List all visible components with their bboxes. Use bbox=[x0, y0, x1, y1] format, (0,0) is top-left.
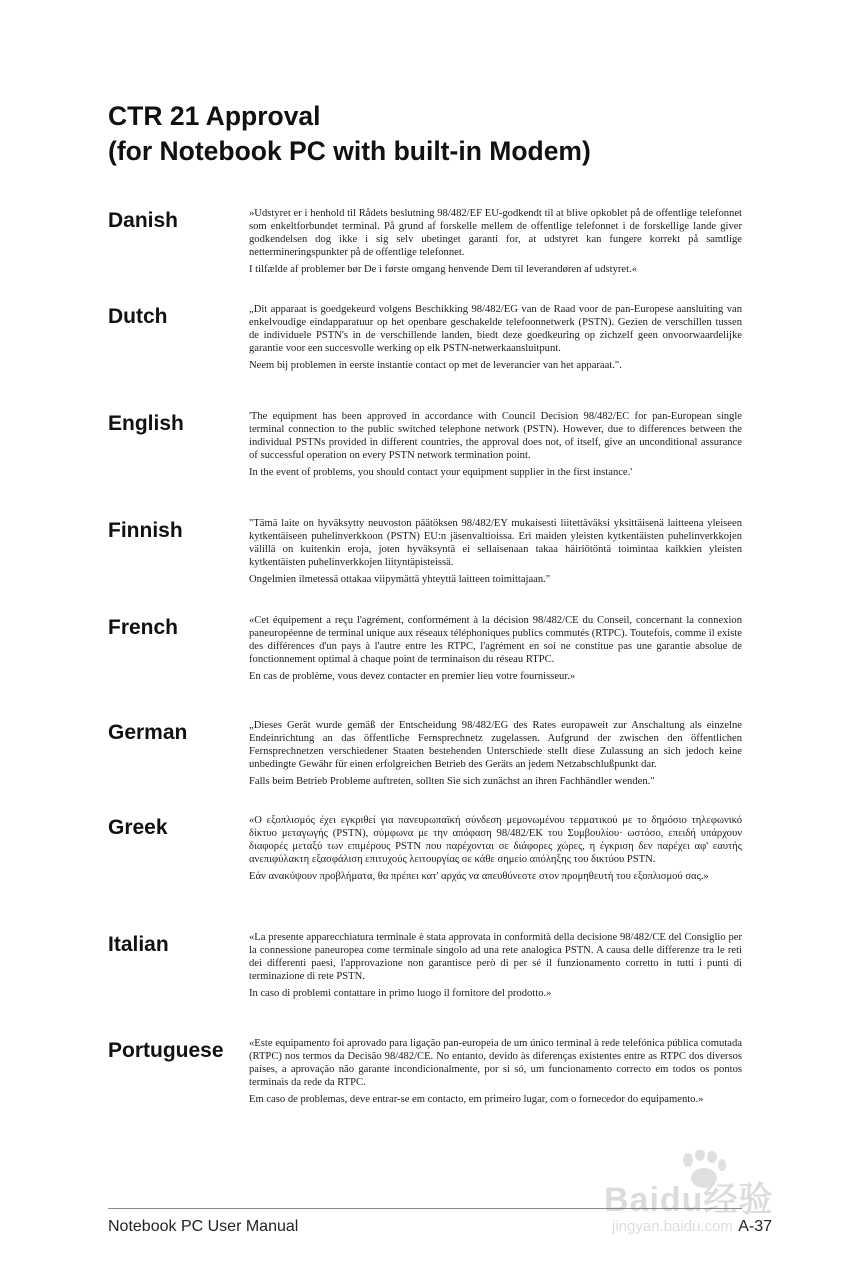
language-heading: Finnish bbox=[108, 519, 183, 542]
statement-paragraph: «Cet équipement a reçu l'agrément, conformément à la décision 98/482/CE du Conseil, concernant la connexion paneuropéenne de terminal unique aux réseaux téléphoniques publics commutés (RTPC). Toutefois, comme il existe des différences d'un pays à l'autre entre les RTPC, l'agrément en soi ne constitue pas une garantie absolue de fonctionnement optimal à chaque point de terminaison du réseau RTPC. bbox=[249, 615, 742, 665]
baidu-watermark bbox=[604, 1150, 804, 1240]
statement-paragraph: I tilfælde af problemer bør De i første omgang henvende Dem til leverandøren af udstyret.« bbox=[249, 263, 638, 275]
statement-body bbox=[249, 304, 742, 377]
language-heading: Danish bbox=[108, 209, 179, 232]
statement-paragraph: 'The equipment has been approved in accordance with Council Decision 98/482/EC for pan-European single terminal connection to the public switched telephone network (PSTN). However, due to differences between the individual PSTNs provided in different countries, the approval does not, of itself, give an unconditional assurance of successful operation on every PSTN network termination point. bbox=[249, 411, 742, 461]
page-title-line-2: (for Notebook PC with built-in Modem) bbox=[108, 136, 591, 166]
language-heading: Portuguese bbox=[108, 1039, 224, 1062]
statement-paragraph: In caso di problemi contattare in primo luogo il fornitore del prodotto.» bbox=[249, 987, 552, 999]
statement-body bbox=[249, 208, 742, 281]
statement-paragraph: "Tämä laite on hyväksytty neuvoston päätöksen 98/482/EY mukaisesti liitettäväksi yksittäisenä laitteena yleiseen kytkentäiseen puhelinverkkoon (PSTN) EU:n jäsenvaltioissa. Eri maiden yleisten kytkentäisten puhelinverkkojen välillä on kuitenkin eroja, joten hyväksyntä ei sellaisenaan takaa häiriötöntä toimintaa kaikkien yleisten kytkentäisten puhelinverkkojen liityntäpisteissä. bbox=[249, 518, 742, 568]
statement-paragraph: »Udstyret er i henhold til Rådets beslutning 98/482/EF EU-godkendt til at blive opkoblet på de offentlige telefonnet som enkeltforbundet terminal. På grund af forskelle mellem de offentlige telefonnet i de forskellige lande giver godkendelsen dog ikke i sig selv ubetinget garanti for, at udstyret kan fungere korrekt på samtlige nettermineringspunkter på de offentlige telefonnet. bbox=[249, 208, 742, 258]
language-heading: Greek bbox=[108, 816, 168, 839]
statement-paragraph: Ongelmien ilmetessä ottakaa viipymättä yhteyttä laitteen toimittajaan." bbox=[249, 573, 551, 585]
statement-paragraph: En cas de problème, vous devez contacter en premier lieu votre fournisseur.» bbox=[249, 670, 576, 682]
page-title bbox=[108, 99, 591, 169]
statement-paragraph: Falls beim Betrieb Probleme auftreten, sollten Sie sich zunächst an ihren Fachhändler wenden." bbox=[249, 775, 655, 787]
paw-icon bbox=[676, 1150, 732, 1190]
statement-paragraph: In the event of problems, you should contact your equipment supplier in the first instance.' bbox=[249, 466, 633, 478]
statement-paragraph: Neem bij problemen in eerste instantie contact op met de leverancier van het apparaat.". bbox=[249, 359, 622, 371]
statement-paragraph: „Dieses Gerät wurde gemäß der Entscheidung 98/482/EG des Rates europaweit zur Anschaltung als einzelne Endeinrichtung an das öffentliche Fernsprechnetz zugelassen. Aufgrund der zwischen den öffentlichen Fernsprechnetzen verschiedener Staaten bestehenden Unterschiede stellt diese Zulassung an sich jedoch keine unbedingte Gewähr für einen erfolgreichen Betrieb des Geräts an jedem Netzabschlußpunkt dar. bbox=[249, 720, 742, 770]
language-heading: Italian bbox=[108, 933, 169, 956]
statement-paragraph: «La presente apparecchiatura terminale è stata approvata in conformità della decisione 98/482/CE del Consiglio per la connessione paneuropea come terminale singolo ad una rete analogica PSTN. A causa delle differenze tra le reti dei differenti paesi, l'approvazione non garantisce però di per sé il funzionamento corretto in tutti i punti di terminazione di rete PSTN. bbox=[249, 932, 742, 982]
statement-paragraph: „Dit apparaat is goedgekeurd volgens Beschikking 98/482/EG van de Raad voor de pan-Europese aansluiting van enkelvoudige eindapparatuur op het openbare geschakelde telefoonnetwerk (PSTN). Gezien de verschillen tussen de individuele PSTN's in de verschillende landen, biedt deze goedkeuring op zichzelf geen onvoorwaardelijke garantie voor een succesvolle werking op elk PSTN-netwerkaansluitpunt. bbox=[249, 304, 742, 354]
footer-manual-title: Notebook PC User Manual bbox=[108, 1218, 299, 1235]
footer-divider bbox=[108, 1208, 742, 1209]
statement-paragraph: Εάν ανακύψουν προβλήματα, θα πρέπει κατ' αρχάς να απευθύνεστε στον προμηθευτή του εξοπλισμού σας.» bbox=[249, 870, 709, 882]
language-heading: English bbox=[108, 412, 184, 435]
statement-paragraph: «Ο εξοπλισμός έχει εγκριθεί για πανευρωπαϊκή σύνδεση μεμονωμένου τερματικού με το δημόσιο τηλεφωνικό δίκτυο μεταγωγής (PSTN), σύμφωνα με την απόφαση 98/482/ΕΚ του Συμβουλίου· ωστόσο, επειδή υπάρχουν διαφορές μεταξύ των επιμέρους PSTN που παρέχονται σε διάφορες χώρες, η έγκριση δεν παρέχει αφ' εαυτής ανεπιφύλακτη εξασφάλιση επιτυχούς λειτουργίας σε κάθε σημείο απόληξης του δικτύου PSTN. bbox=[249, 815, 742, 865]
statement-paragraph: «Este equipamento foi aprovado para ligação pan-europeia de um único terminal à rede telefónica pública comutada (RTPC) nos termos da Decisão 98/482/CE. No entanto, devido às diferenças existentes entre as RTPC dos diversos países, a aprovação não garante incondicionalmente, por si só, um funcionamento correcto em todos os pontos terminais da rede da RTPC. bbox=[249, 1038, 742, 1088]
statement-body bbox=[249, 1038, 742, 1111]
language-heading: French bbox=[108, 616, 179, 639]
statement-body bbox=[249, 615, 742, 688]
language-heading: Dutch bbox=[108, 305, 168, 328]
statement-body bbox=[249, 518, 742, 591]
watermark-url: jingyan.baidu.com bbox=[612, 1218, 733, 1235]
statement-body bbox=[249, 932, 742, 1005]
page-number: A-37 bbox=[738, 1218, 772, 1235]
statement-body bbox=[249, 815, 742, 888]
page-title-line-1: CTR 21 Approval bbox=[108, 101, 321, 131]
watermark-brand: Baidu经验 bbox=[604, 1181, 774, 1219]
statement-body bbox=[249, 411, 742, 484]
language-heading: German bbox=[108, 721, 188, 744]
statement-paragraph: Em caso de problemas, deve entrar-se em contacto, em primeiro lugar, com o fornecedor do equipamento.» bbox=[249, 1093, 704, 1105]
statement-body bbox=[249, 720, 742, 793]
